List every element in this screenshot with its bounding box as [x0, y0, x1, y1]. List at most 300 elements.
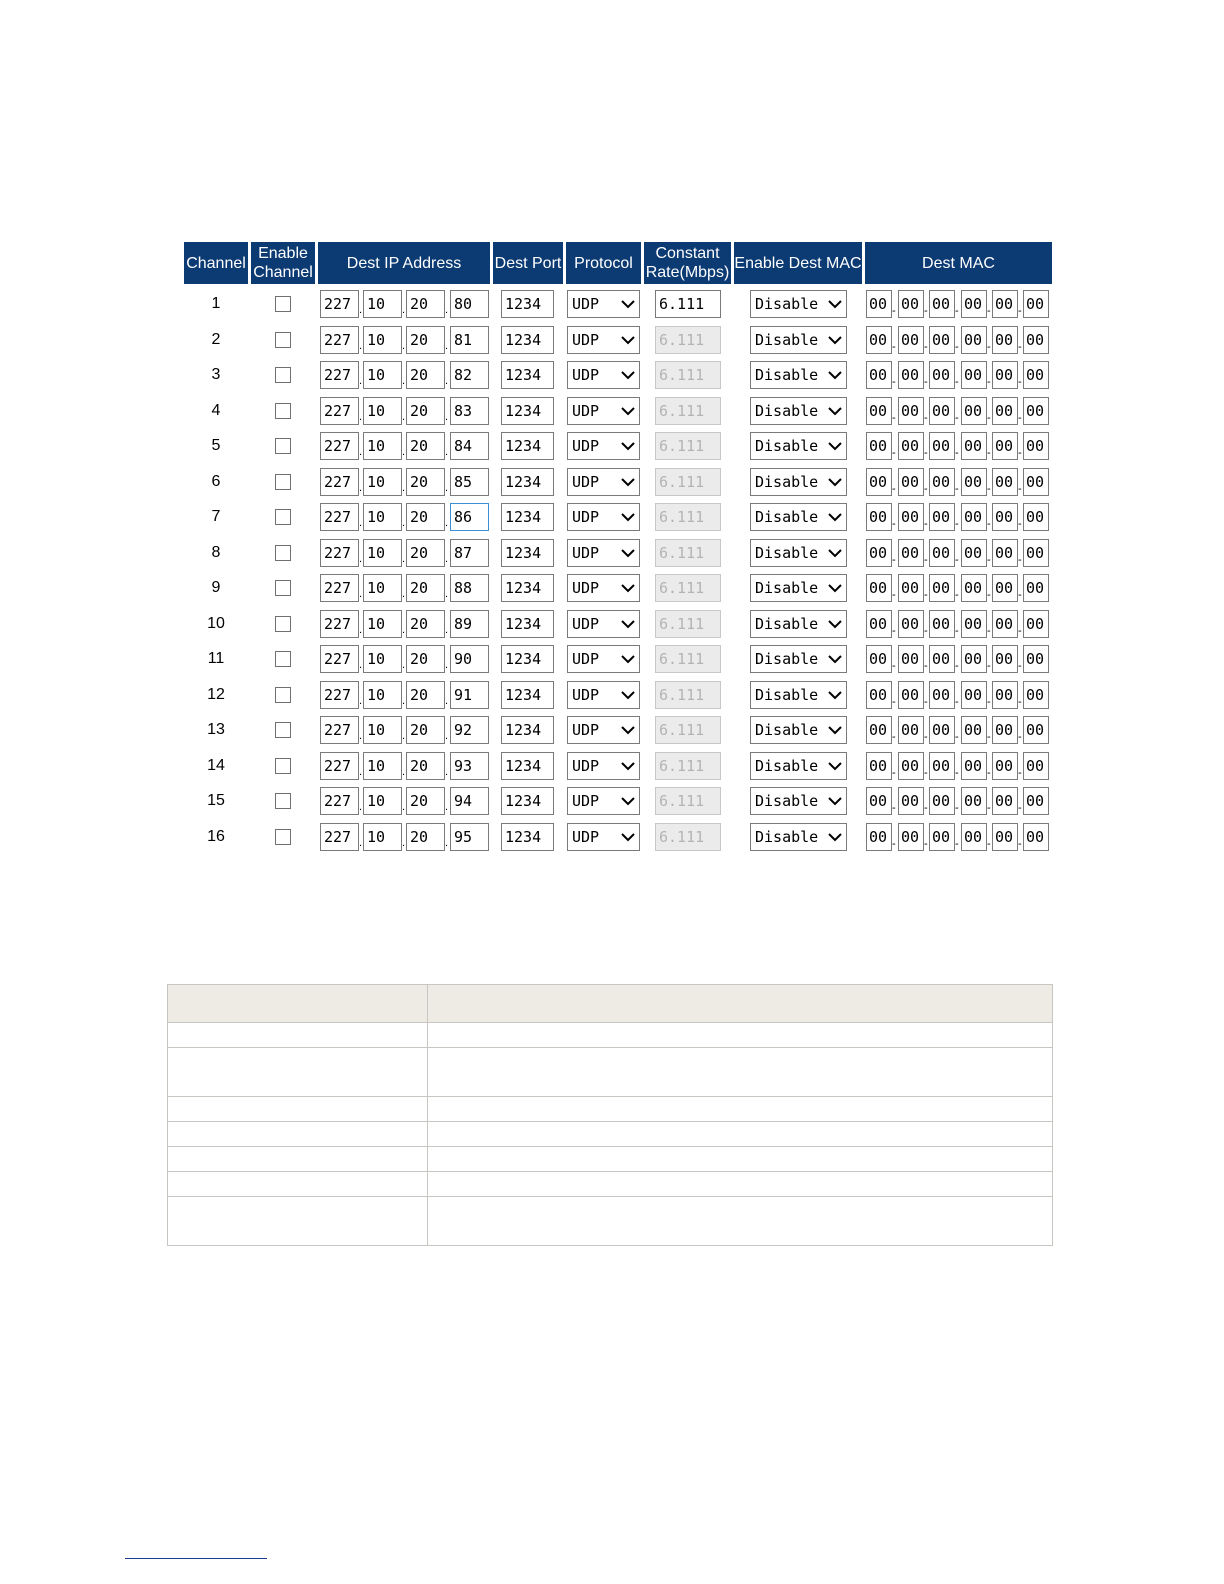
- channel-number: 12: [207, 685, 225, 703]
- channel-number: 9: [211, 579, 221, 596]
- dest-ip-octet-3[interactable]: 20: [406, 503, 445, 531]
- dest-mac-octet-2[interactable]: 00: [898, 468, 924, 496]
- enable-channel-checkbox[interactable]: [275, 829, 291, 845]
- dest-mac-octet-6[interactable]: 00: [1023, 823, 1049, 851]
- enable-channel-checkbox[interactable]: [275, 722, 291, 738]
- dest-mac-octet-4[interactable]: 00: [961, 752, 987, 780]
- dest-mac-octet-4[interactable]: 00: [961, 326, 987, 354]
- dest-ip-octet-1[interactable]: 227: [320, 610, 359, 638]
- channel-number: 15: [207, 792, 225, 809]
- ip-separator: .: [402, 623, 406, 636]
- dest-ip-octet-1[interactable]: 227: [320, 574, 359, 602]
- enable-channel-checkbox[interactable]: [275, 758, 291, 774]
- channel-number: 13: [207, 721, 225, 738]
- dest-mac-octet-1[interactable]: 00: [866, 752, 892, 780]
- enable-channel-checkbox[interactable]: [275, 296, 291, 312]
- dest-mac-octet-1[interactable]: 00: [866, 574, 892, 602]
- enable-channel-checkbox[interactable]: [275, 438, 291, 454]
- ip-separator: .: [445, 552, 449, 565]
- protocol-value: UDP: [572, 650, 600, 668]
- dest-mac-octet-3[interactable]: 00: [929, 716, 955, 744]
- ip-separator: .: [402, 446, 406, 458]
- protocol-select[interactable]: [567, 574, 640, 602]
- dest-mac-octet-1[interactable]: 00: [866, 432, 892, 460]
- dest-mac-octet-2[interactable]: 00: [898, 361, 924, 389]
- dest-mac-octet-6[interactable]: 00: [1023, 290, 1049, 318]
- dest-mac-octet-4[interactable]: 00: [961, 574, 987, 602]
- dest-mac-octet-6[interactable]: 00: [1023, 503, 1049, 531]
- chevron-down-icon: [828, 618, 842, 630]
- enable-dest-mac-select[interactable]: [750, 610, 847, 638]
- enable-dest-mac-select[interactable]: [750, 752, 847, 780]
- protocol-select[interactable]: [567, 823, 640, 851]
- dest-mac-octet-3[interactable]: 00: [929, 752, 955, 780]
- dest-mac-octet-5[interactable]: 00: [992, 290, 1018, 318]
- dest-mac-octet-4[interactable]: 00: [961, 503, 987, 531]
- dest-mac-octet-5[interactable]: 00: [992, 787, 1018, 815]
- enable-dest-mac-select[interactable]: [750, 397, 847, 425]
- mac-separator: -: [892, 660, 896, 672]
- protocol-value: UDP: [572, 295, 600, 313]
- header-enable-channel: Enable Channel: [251, 242, 315, 284]
- enable-channel-checkbox[interactable]: [275, 509, 291, 525]
- protocol-select[interactable]: [567, 610, 640, 638]
- dest-mac-octet-5[interactable]: 00: [992, 397, 1018, 425]
- dest-port-input[interactable]: 1234: [501, 539, 554, 567]
- header-channel: Channel: [184, 242, 248, 284]
- enable-dest-mac-select[interactable]: [750, 503, 847, 531]
- enable-channel-checkbox[interactable]: [275, 332, 291, 348]
- dest-mac-octet-5[interactable]: 00: [992, 503, 1018, 531]
- protocol-select[interactable]: [567, 326, 640, 354]
- dest-mac-octet-4[interactable]: 00: [961, 823, 987, 851]
- dest-ip-octet-3[interactable]: 20: [406, 681, 445, 709]
- enable-dest-mac-select[interactable]: [750, 823, 847, 851]
- enable-dest-mac-select[interactable]: [750, 361, 847, 389]
- mac-separator: -: [924, 660, 928, 672]
- chevron-down-icon: [828, 405, 842, 417]
- protocol-select[interactable]: [567, 681, 640, 709]
- dest-mac-octet-3[interactable]: 00: [929, 432, 955, 460]
- dest-ip-octet-3[interactable]: 20: [406, 326, 445, 354]
- table-header: [184, 242, 1052, 284]
- ip-separator: .: [402, 801, 406, 813]
- dest-mac-octet-5[interactable]: 00: [992, 610, 1018, 638]
- dest-port-input[interactable]: 1234: [501, 787, 554, 815]
- enable-dest-mac-select[interactable]: [750, 787, 847, 815]
- dest-ip-octet-2[interactable]: 10: [363, 468, 402, 496]
- dest-mac-octet-5[interactable]: 00: [992, 539, 1018, 567]
- dest-mac-octet-2[interactable]: 00: [898, 681, 924, 709]
- mac-separator: -: [1018, 553, 1022, 566]
- ip-separator: .: [445, 375, 449, 387]
- dest-ip-octet-1[interactable]: 227: [320, 432, 359, 460]
- dest-ip-octet-3[interactable]: 20: [406, 610, 445, 638]
- dest-ip-octet-4[interactable]: 82: [450, 361, 489, 389]
- dest-mac-octet-2[interactable]: 00: [898, 290, 924, 318]
- dest-mac-octet-6[interactable]: 00: [1023, 787, 1049, 815]
- dest-mac-octet-5[interactable]: 00: [992, 752, 1018, 780]
- dest-mac-octet-4[interactable]: 00: [961, 397, 987, 425]
- mac-separator: -: [892, 766, 896, 779]
- dest-ip-octet-4[interactable]: 94: [450, 787, 489, 815]
- dest-mac-octet-6[interactable]: 00: [1023, 361, 1049, 389]
- dest-ip-octet-1[interactable]: 227: [320, 290, 359, 318]
- mac-separator: -: [955, 695, 959, 708]
- dest-port-input[interactable]: 1234: [501, 432, 554, 460]
- dest-mac-octet-6[interactable]: 00: [1023, 539, 1049, 567]
- enable-dest-mac-select[interactable]: [750, 290, 847, 318]
- dest-port-input[interactable]: 1234: [501, 290, 554, 318]
- dest-ip-octet-2[interactable]: 10: [363, 326, 402, 354]
- dest-port-input[interactable]: 1234: [501, 397, 554, 425]
- constant-rate-input[interactable]: 6.111: [655, 290, 721, 318]
- protocol-value: UDP: [572, 614, 600, 633]
- dest-mac-octet-1[interactable]: 00: [866, 787, 892, 815]
- dest-ip-octet-3[interactable]: 20: [406, 752, 445, 780]
- enable-channel-checkbox[interactable]: [275, 687, 291, 703]
- dest-mac-octet-2[interactable]: 00: [898, 397, 924, 425]
- enable-channel-checkbox[interactable]: [275, 580, 291, 596]
- mac-separator: -: [892, 376, 896, 388]
- dest-ip-octet-3[interactable]: 20: [406, 361, 445, 389]
- mac-separator: -: [892, 518, 896, 530]
- enable-dest-mac-select[interactable]: [750, 645, 847, 673]
- channel-number: 1: [211, 295, 221, 312]
- dest-mac-octet-4[interactable]: 00: [961, 610, 987, 638]
- dest-ip-octet-4[interactable]: 88: [450, 574, 489, 602]
- protocol-select[interactable]: [567, 645, 640, 673]
- channel-number: 6: [211, 472, 221, 490]
- dest-ip-octet-4[interactable]: 83: [450, 397, 489, 425]
- mac-separator: -: [924, 482, 928, 495]
- dest-port-input[interactable]: 1234: [501, 823, 554, 851]
- mac-separator: -: [892, 695, 896, 708]
- dest-mac-octet-2[interactable]: 00: [898, 539, 924, 567]
- dest-port-input[interactable]: 1234: [501, 645, 554, 673]
- enable-dest-mac-select[interactable]: [750, 539, 847, 567]
- dest-ip-octet-1[interactable]: 227: [320, 752, 359, 780]
- mac-separator: -: [1018, 624, 1022, 637]
- dest-mac-octet-4[interactable]: 00: [961, 681, 987, 709]
- dest-mac-octet-3[interactable]: 00: [929, 645, 955, 673]
- dest-ip-octet-4[interactable]: 89: [450, 610, 489, 638]
- dest-mac-octet-3[interactable]: 00: [929, 397, 955, 425]
- dest-mac-octet-1[interactable]: 00: [866, 397, 892, 425]
- dest-mac-octet-5[interactable]: 00: [992, 361, 1018, 389]
- dest-ip-octet-2[interactable]: 10: [363, 503, 402, 531]
- constant-rate-input: 6.111: [655, 610, 721, 638]
- chevron-down-icon: [621, 582, 635, 594]
- dest-mac-octet-1[interactable]: 00: [866, 645, 892, 673]
- dest-ip-octet-2[interactable]: 10: [363, 290, 402, 318]
- protocol-select[interactable]: [567, 468, 640, 496]
- dest-mac-octet-5[interactable]: 00: [992, 432, 1018, 460]
- dest-mac-octet-2[interactable]: 00: [898, 716, 924, 744]
- dest-ip-octet-1[interactable]: 227: [320, 823, 359, 851]
- dest-mac-octet-2[interactable]: 00: [898, 432, 924, 460]
- dest-mac-octet-1[interactable]: 00: [866, 503, 892, 531]
- dest-mac-octet-2[interactable]: 00: [898, 752, 924, 780]
- mac-separator: -: [1018, 802, 1022, 814]
- dest-port-input[interactable]: 1234: [501, 716, 554, 744]
- dest-ip-octet-1[interactable]: 227: [320, 787, 359, 815]
- dest-mac-octet-6[interactable]: 00: [1023, 397, 1049, 425]
- dest-ip-octet-4[interactable]: 84: [450, 432, 489, 460]
- chevron-down-icon: [828, 582, 842, 594]
- dest-port-input[interactable]: 1234: [501, 681, 554, 709]
- dest-port-input[interactable]: 1234: [501, 752, 554, 780]
- dest-mac-octet-2[interactable]: 00: [898, 787, 924, 815]
- mac-separator: -: [955, 766, 959, 779]
- dest-mac-octet-4[interactable]: 00: [961, 787, 987, 815]
- enable-dest-mac-value: Disable: [755, 756, 819, 775]
- dest-ip-octet-2[interactable]: 10: [363, 610, 402, 638]
- dest-ip-octet-1[interactable]: 227: [320, 503, 359, 531]
- dest-ip-octet-2[interactable]: 10: [363, 432, 402, 460]
- dest-ip-octet-1[interactable]: 227: [320, 645, 359, 673]
- dest-mac-octet-6[interactable]: 00: [1023, 610, 1049, 638]
- mac-separator: -: [1018, 305, 1022, 317]
- dest-mac-octet-6[interactable]: 00: [1023, 716, 1049, 744]
- enable-channel-checkbox[interactable]: [275, 616, 291, 632]
- dest-mac-octet-1[interactable]: 00: [866, 326, 892, 354]
- enable-dest-mac-select[interactable]: [750, 468, 847, 496]
- dest-mac-octet-2[interactable]: 00: [898, 503, 924, 531]
- dest-ip-octet-4[interactable]: 95: [450, 823, 489, 851]
- dest-ip-octet-4[interactable]: 81: [450, 326, 489, 354]
- dest-mac-octet-6[interactable]: 00: [1023, 752, 1049, 780]
- dest-ip-octet-2[interactable]: 10: [363, 716, 402, 744]
- dest-ip-octet-2[interactable]: 10: [363, 539, 402, 567]
- protocol-select[interactable]: [567, 539, 640, 567]
- mac-separator: -: [892, 305, 896, 317]
- dest-mac-octet-3[interactable]: 00: [929, 468, 955, 496]
- dest-mac-octet-3[interactable]: 00: [929, 823, 955, 851]
- ip-separator: .: [359, 410, 363, 423]
- dest-mac-octet-4[interactable]: 00: [961, 468, 987, 496]
- dest-ip-octet-3[interactable]: 20: [406, 716, 445, 744]
- enable-channel-checkbox[interactable]: [275, 651, 291, 667]
- dest-port-input[interactable]: 1234: [501, 468, 554, 496]
- enable-channel-checkbox[interactable]: [275, 793, 291, 809]
- dest-ip-octet-3[interactable]: 20: [406, 432, 445, 460]
- mac-separator: -: [1018, 482, 1022, 495]
- dest-ip-octet-1[interactable]: 227: [320, 361, 359, 389]
- dest-mac-octet-3[interactable]: 00: [929, 681, 955, 709]
- dest-mac-octet-2[interactable]: 00: [898, 326, 924, 354]
- dest-ip-octet-3[interactable]: 20: [406, 539, 445, 567]
- enable-channel-checkbox[interactable]: [275, 367, 291, 383]
- enable-dest-mac-select[interactable]: [750, 326, 847, 354]
- dest-mac-octet-6[interactable]: 00: [1023, 326, 1049, 354]
- enable-channel-checkbox[interactable]: [275, 474, 291, 490]
- dest-mac-octet-5[interactable]: 00: [992, 468, 1018, 496]
- dest-mac-octet-1[interactable]: 00: [866, 681, 892, 709]
- dest-mac-octet-4[interactable]: 00: [961, 432, 987, 460]
- mac-separator: -: [987, 802, 991, 814]
- dest-ip-octet-3[interactable]: 20: [406, 787, 445, 815]
- dest-mac-octet-3[interactable]: 00: [929, 326, 955, 354]
- dest-ip-octet-2[interactable]: 10: [363, 645, 402, 673]
- dest-mac-octet-1[interactable]: 00: [866, 361, 892, 389]
- channel-number: 4: [211, 401, 221, 419]
- dest-mac-octet-3[interactable]: 00: [929, 539, 955, 567]
- ip-separator: .: [445, 517, 449, 529]
- dest-mac-octet-3[interactable]: 00: [929, 610, 955, 638]
- dest-mac-octet-1[interactable]: 00: [866, 290, 892, 318]
- dest-ip-octet-4[interactable]: 80: [450, 290, 489, 318]
- constant-rate-input: 6.111: [655, 361, 721, 389]
- enable-dest-mac-select[interactable]: [750, 716, 847, 744]
- dest-ip-octet-3[interactable]: 20: [406, 397, 445, 425]
- dest-mac-octet-6[interactable]: 00: [1023, 432, 1049, 460]
- channel-number: 16: [207, 827, 225, 845]
- dest-ip-octet-3[interactable]: 20: [406, 468, 445, 496]
- dest-ip-octet-4[interactable]: 91: [450, 681, 489, 709]
- dest-mac-octet-3[interactable]: 00: [929, 361, 955, 389]
- dest-mac-octet-5[interactable]: 00: [992, 326, 1018, 354]
- dest-port-input[interactable]: 1234: [501, 574, 554, 602]
- dest-ip-octet-4[interactable]: 93: [450, 752, 489, 780]
- enable-dest-mac-value: Disable: [755, 721, 819, 739]
- mac-separator: -: [987, 376, 991, 388]
- dest-mac-octet-5[interactable]: 00: [992, 645, 1018, 673]
- dest-ip-octet-1[interactable]: 227: [320, 716, 359, 744]
- dest-ip-octet-3[interactable]: 20: [406, 645, 445, 673]
- header-dest-mac: Dest MAC: [865, 242, 1052, 284]
- dest-mac-octet-6[interactable]: 00: [1023, 468, 1049, 496]
- dest-mac-octet-3[interactable]: 00: [929, 503, 955, 531]
- dest-mac-octet-4[interactable]: 00: [961, 645, 987, 673]
- dest-ip-octet-2[interactable]: 10: [363, 397, 402, 425]
- dest-ip-octet-4[interactable]: 86: [450, 503, 489, 531]
- dest-mac-octet-5[interactable]: 00: [992, 823, 1018, 851]
- enable-channel-checkbox[interactable]: [275, 545, 291, 561]
- mac-separator: -: [892, 589, 896, 601]
- ip-separator: .: [402, 410, 406, 423]
- ip-separator: .: [359, 765, 363, 778]
- dest-mac-octet-5[interactable]: 00: [992, 716, 1018, 744]
- chevron-down-icon: [828, 831, 842, 843]
- dest-ip-octet-2[interactable]: 10: [363, 681, 402, 709]
- mac-separator: -: [987, 411, 991, 424]
- protocol-select[interactable]: [567, 432, 640, 460]
- mac-separator: -: [955, 518, 959, 530]
- dest-mac-octet-5[interactable]: 00: [992, 574, 1018, 602]
- dest-ip-octet-4[interactable]: 85: [450, 468, 489, 496]
- enable-dest-mac-select[interactable]: [750, 574, 847, 602]
- table-row: [184, 573, 1052, 603]
- dest-mac-octet-6[interactable]: 00: [1023, 645, 1049, 673]
- dest-ip-octet-2[interactable]: 10: [363, 361, 402, 389]
- dest-mac-octet-1[interactable]: 00: [866, 468, 892, 496]
- table-row: [184, 786, 1052, 816]
- dest-mac-octet-1[interactable]: 00: [866, 716, 892, 744]
- dest-mac-octet-2[interactable]: 00: [898, 823, 924, 851]
- dest-port-input[interactable]: 1234: [501, 610, 554, 638]
- enable-dest-mac-select[interactable]: [750, 681, 847, 709]
- dest-ip-octet-4[interactable]: 92: [450, 716, 489, 744]
- dest-ip-octet-1[interactable]: 227: [320, 326, 359, 354]
- enable-dest-mac-select[interactable]: [750, 432, 847, 460]
- chevron-down-icon: [621, 405, 635, 417]
- ip-separator: .: [359, 623, 363, 636]
- dest-mac-octet-3[interactable]: 00: [929, 290, 955, 318]
- protocol-select[interactable]: [567, 716, 640, 744]
- dest-ip-octet-1[interactable]: 227: [320, 539, 359, 567]
- dest-mac-octet-4[interactable]: 00: [961, 290, 987, 318]
- protocol-select[interactable]: [567, 361, 640, 389]
- ip-separator: .: [445, 730, 449, 742]
- protocol-select[interactable]: [567, 290, 640, 318]
- dest-mac-octet-2[interactable]: 00: [898, 574, 924, 602]
- protocol-select[interactable]: [567, 503, 640, 531]
- dest-port-input[interactable]: 1234: [501, 503, 554, 531]
- chevron-down-icon: [621, 334, 635, 346]
- mac-separator: -: [955, 660, 959, 672]
- dest-mac-octet-5[interactable]: 00: [992, 681, 1018, 709]
- ip-separator: .: [402, 304, 406, 316]
- mac-separator: -: [924, 624, 928, 637]
- protocol-value: UDP: [572, 330, 600, 349]
- dest-port-input[interactable]: 1234: [501, 326, 554, 354]
- dest-ip-octet-3[interactable]: 20: [406, 823, 445, 851]
- dest-mac-octet-4[interactable]: 00: [961, 361, 987, 389]
- dest-ip-octet-2[interactable]: 10: [363, 752, 402, 780]
- ip-separator: .: [445, 801, 449, 813]
- dest-port-input[interactable]: 1234: [501, 361, 554, 389]
- table-row: [168, 1146, 1052, 1172]
- dest-mac-octet-6[interactable]: 00: [1023, 681, 1049, 709]
- dest-ip-octet-4[interactable]: 87: [450, 539, 489, 567]
- header-constant-rate: Constant Rate(Mbps): [644, 242, 731, 284]
- mac-separator: -: [1018, 340, 1022, 353]
- dest-mac-octet-1[interactable]: 00: [866, 610, 892, 638]
- dest-mac-octet-3[interactable]: 00: [929, 787, 955, 815]
- ip-separator: .: [445, 481, 449, 494]
- dest-mac-octet-4[interactable]: 00: [961, 716, 987, 744]
- dest-ip-octet-4[interactable]: 90: [450, 645, 489, 673]
- ip-separator: .: [402, 552, 406, 565]
- dest-ip-octet-2[interactable]: 10: [363, 823, 402, 851]
- protocol-select[interactable]: [567, 397, 640, 425]
- dest-ip-octet-1[interactable]: 227: [320, 468, 359, 496]
- protocol-select[interactable]: [567, 752, 640, 780]
- dest-mac-octet-6[interactable]: 00: [1023, 574, 1049, 602]
- dest-ip-octet-2[interactable]: 10: [363, 574, 402, 602]
- table-row: [168, 1121, 1052, 1147]
- mac-separator: -: [987, 340, 991, 353]
- dest-ip-octet-1[interactable]: 227: [320, 681, 359, 709]
- channel-number: 10: [207, 614, 225, 632]
- dest-mac-octet-1[interactable]: 00: [866, 539, 892, 567]
- dest-ip-octet-3[interactable]: 20: [406, 574, 445, 602]
- mac-separator: -: [924, 518, 928, 530]
- dest-mac-octet-2[interactable]: 00: [898, 645, 924, 673]
- dest-ip-octet-1[interactable]: 227: [320, 397, 359, 425]
- dest-ip-octet-2[interactable]: 10: [363, 787, 402, 815]
- constant-rate-input: 6.111: [655, 397, 721, 425]
- dest-mac-octet-2[interactable]: 00: [898, 610, 924, 638]
- dest-mac-octet-4[interactable]: 00: [961, 539, 987, 567]
- ip-separator: .: [359, 730, 363, 742]
- dest-ip-octet-3[interactable]: 20: [406, 290, 445, 318]
- enable-channel-checkbox[interactable]: [275, 403, 291, 419]
- dest-mac-octet-1[interactable]: 00: [866, 823, 892, 851]
- protocol-select[interactable]: [567, 787, 640, 815]
- dest-mac-octet-3[interactable]: 00: [929, 574, 955, 602]
